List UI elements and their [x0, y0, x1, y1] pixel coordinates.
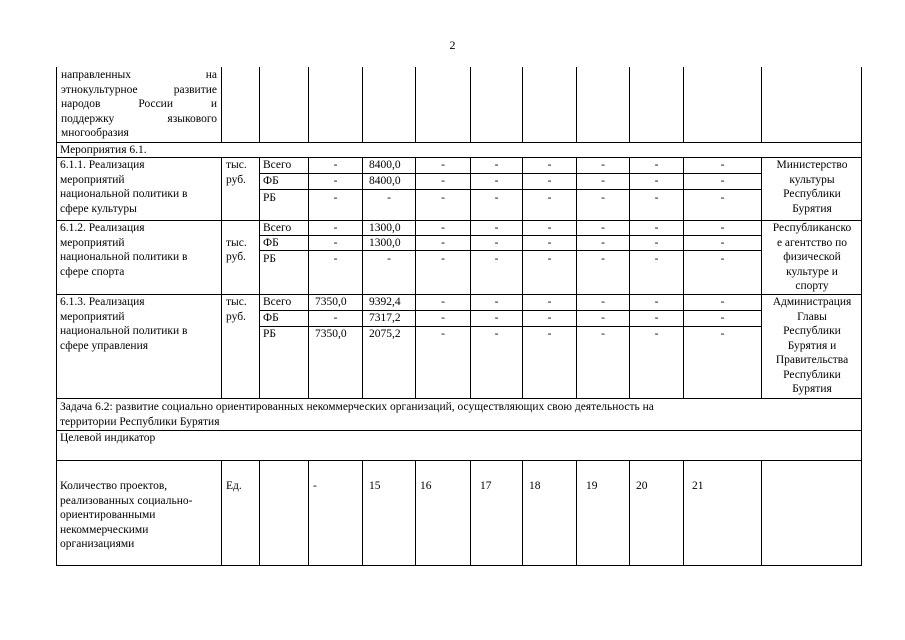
- indicator-value: 16: [420, 480, 432, 492]
- value-cell: -: [333, 312, 338, 324]
- value-cell: -: [654, 312, 659, 324]
- value-cell: -: [654, 253, 659, 265]
- value-cell: -: [601, 222, 605, 234]
- value-cell: -: [720, 296, 725, 308]
- executor-line: Бурятия: [792, 383, 832, 395]
- activity-title-line: национальной политики в: [60, 325, 188, 337]
- value-cell: -: [654, 328, 659, 340]
- indicator-value: 20: [636, 480, 648, 492]
- activity-title-line: мероприятий: [60, 236, 125, 249]
- activity-title-line: мероприятий: [60, 310, 125, 323]
- task-heading-line: территории Республики Бурятия: [60, 415, 220, 428]
- value-cell: -: [494, 175, 499, 187]
- value-cell: -: [720, 192, 725, 204]
- funding-source: РБ: [263, 253, 276, 265]
- value-cell: -: [494, 312, 499, 324]
- activity-title-line: 6.1.1. Реализация: [60, 159, 145, 171]
- executor-line: Бурятия и: [787, 339, 837, 352]
- value-cell: -: [333, 253, 338, 265]
- task-heading-line: Задача 6.2: развитие социально ориентированных некоммерческих организаций, осуществляющих свою деятельность на: [60, 401, 654, 413]
- executor-line: культуры: [789, 173, 835, 186]
- intro-line: многообразия: [61, 127, 129, 139]
- funding-source: РБ: [263, 192, 276, 204]
- executor-line: Республики: [783, 368, 841, 381]
- activity-title-line: 6.1.3. Реализация: [60, 296, 145, 308]
- value-cell: -: [333, 192, 338, 204]
- page-number: 2: [449, 38, 456, 52]
- funding-source: ФБ: [263, 175, 279, 187]
- unit-label: руб.: [226, 310, 246, 323]
- target-indicator-heading: Целевой индикатор: [60, 432, 156, 444]
- value-cell: -: [547, 296, 552, 308]
- intro-line: поддержку языкового: [61, 112, 217, 125]
- value-cell: 9392,4: [369, 296, 401, 308]
- indicator-value: 21: [692, 480, 704, 492]
- funding-source: Всего: [263, 222, 292, 234]
- value-cell: -: [654, 296, 659, 308]
- value-cell: -: [720, 159, 725, 171]
- value-cell: -: [494, 192, 499, 204]
- indicator-value: 15: [369, 480, 381, 492]
- value-cell: 7350,0: [315, 328, 347, 340]
- funding-source: Всего: [263, 159, 292, 171]
- unit-label: тыс.: [226, 296, 247, 308]
- value-cell: -: [720, 237, 725, 249]
- executor-line: Республиканско: [772, 222, 852, 234]
- value-cell: -: [654, 175, 659, 187]
- activity-title-line: национальной политики в: [60, 251, 188, 263]
- executor-line: Республики: [783, 188, 841, 200]
- value-cell: -: [494, 296, 499, 308]
- value-cell: -: [601, 175, 605, 187]
- value-cell: -: [441, 192, 445, 204]
- executor-line: физической: [783, 251, 841, 263]
- value-cell: -: [601, 296, 605, 308]
- value-cell: -: [333, 237, 338, 249]
- intro-line: народов России и: [61, 98, 218, 110]
- executor-line: Главы: [797, 310, 827, 323]
- funding-source: ФБ: [263, 237, 279, 249]
- value-cell: -: [441, 312, 445, 324]
- value-cell: -: [547, 237, 552, 249]
- activity-title-line: сфере спорта: [60, 265, 125, 278]
- executor-line: е агентство по: [776, 236, 848, 249]
- indicator-name-line: ориентированными: [60, 509, 156, 521]
- unit-label: руб.: [226, 251, 246, 263]
- value-cell: -: [720, 312, 725, 324]
- value-cell: -: [547, 192, 552, 204]
- indicator-name-line: некоммерческими: [60, 523, 149, 536]
- value-cell: -: [601, 253, 605, 265]
- value-cell: -: [441, 237, 445, 249]
- activity-title-line: национальной политики в: [60, 188, 188, 200]
- value-cell: 7317,2: [369, 312, 401, 324]
- indicator-value: 18: [529, 480, 541, 492]
- value-cell: -: [601, 159, 605, 171]
- value-cell: 1300,0: [369, 237, 401, 249]
- executor-line: Бурятия: [792, 202, 832, 215]
- value-cell: -: [720, 328, 725, 340]
- value-cell: -: [333, 222, 338, 234]
- value-cell: -: [387, 192, 391, 204]
- value-cell: -: [387, 253, 391, 265]
- value-cell: -: [720, 175, 725, 187]
- executor-line: культуре и: [786, 265, 838, 278]
- funding-source: ФБ: [263, 312, 279, 324]
- value-cell: -: [547, 159, 552, 171]
- intro-line: этнокультурное развитие: [61, 83, 217, 96]
- unit-label: руб.: [226, 173, 246, 186]
- activity-title-line: 6.1.2. Реализация: [60, 222, 145, 234]
- value-cell: -: [441, 159, 445, 171]
- value-cell: -: [720, 222, 725, 234]
- value-cell: 1300,0: [369, 222, 401, 234]
- value-cell: -: [654, 159, 659, 171]
- value-cell: -: [654, 237, 659, 249]
- value-cell: 8400,0: [369, 159, 401, 171]
- executor-line: Республики: [783, 325, 841, 337]
- value-cell: -: [547, 222, 552, 234]
- activity-title-line: сфере управления: [60, 339, 149, 352]
- indicator-name-line: реализованных социально-: [60, 494, 193, 507]
- value-cell: 8400,0: [369, 175, 401, 187]
- value-cell: -: [441, 253, 445, 265]
- indicator-value: 19: [586, 480, 598, 492]
- value-cell: -: [441, 175, 445, 187]
- intro-line: направленных на: [61, 69, 217, 81]
- value-cell: -: [547, 175, 552, 187]
- indicator-unit: Ед.: [226, 480, 242, 492]
- value-cell: -: [547, 312, 552, 324]
- value-cell: -: [441, 296, 445, 308]
- value-cell: -: [333, 159, 338, 171]
- value-cell: -: [441, 222, 445, 234]
- value-cell: -: [333, 175, 338, 187]
- indicator-name-line: Количество проектов,: [60, 480, 168, 492]
- value-cell: -: [494, 159, 499, 171]
- value-cell: -: [494, 237, 499, 249]
- executor-line: Правительства: [775, 354, 849, 366]
- value-cell: -: [601, 192, 605, 204]
- value-cell: -: [654, 192, 659, 204]
- funding-source: РБ: [263, 328, 276, 340]
- value-cell: -: [601, 328, 605, 340]
- activity-title-line: сфере культуры: [60, 202, 137, 215]
- value-cell: -: [494, 328, 499, 340]
- value-cell: -: [654, 222, 659, 234]
- executor-line: спорту: [795, 280, 829, 292]
- unit-label: тыс.: [226, 236, 247, 249]
- activity-title-line: мероприятий: [60, 173, 125, 186]
- indicator-value: 17: [480, 480, 492, 492]
- value-cell: -: [601, 237, 605, 249]
- value-cell: -: [494, 222, 499, 234]
- value-cell: -: [547, 253, 552, 265]
- unit-label: тыс.: [226, 159, 247, 171]
- indicator-value: -: [313, 480, 317, 492]
- section-heading: Мероприятия 6.1.: [60, 144, 147, 156]
- executor-line: Министерство: [776, 159, 848, 171]
- value-cell: 2075,2: [369, 328, 401, 340]
- value-cell: -: [720, 253, 725, 265]
- value-cell: -: [494, 253, 499, 265]
- value-cell: -: [547, 328, 552, 340]
- value-cell: 7350,0: [315, 296, 347, 308]
- executor-line: Администрация: [772, 296, 852, 308]
- funding-source: Всего: [263, 296, 292, 308]
- indicator-name-line: организациями: [60, 538, 135, 550]
- value-cell: -: [601, 312, 605, 324]
- value-cell: -: [441, 328, 445, 340]
